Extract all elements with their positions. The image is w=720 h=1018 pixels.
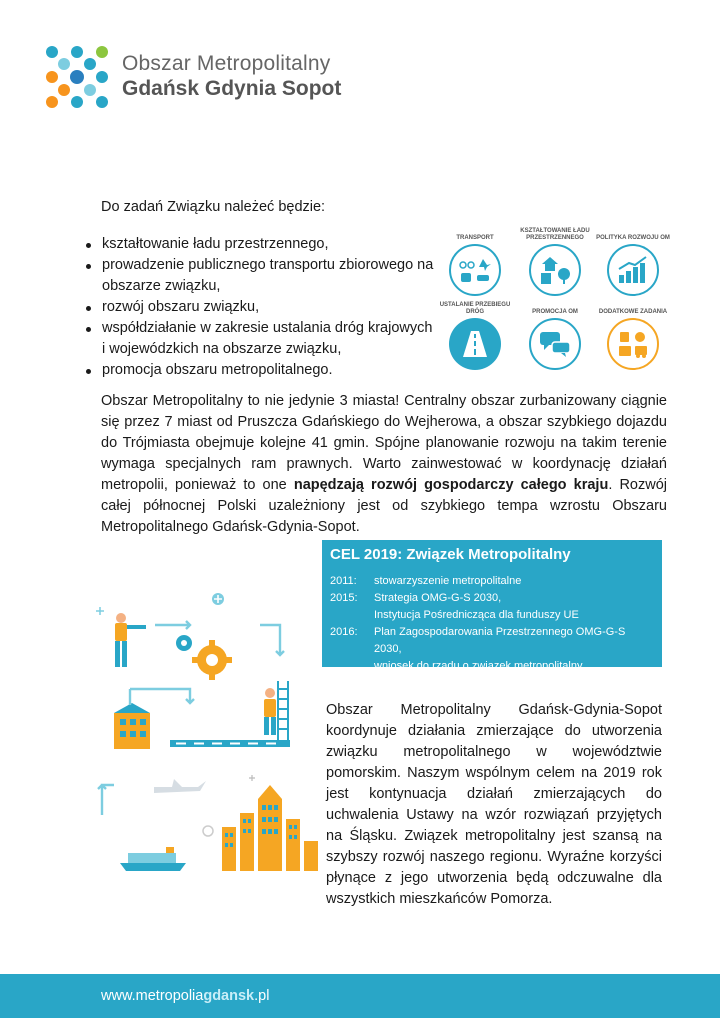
footer-bar <box>0 974 720 1018</box>
transport-icon <box>449 244 501 296</box>
url-part: .pl <box>254 988 270 1004</box>
para1-text-end: . Rozwój całej północnej Polski uzależniony jest od szybkiego tempa wzrostu Obszaru Metropolitalnego Gdańsk-Gdynia-Sopot. <box>101 477 667 535</box>
timeline-continuation: wniosek do rządu o związek metropolitalny <box>374 660 583 672</box>
task-label: TRANSPORT <box>456 235 494 241</box>
city-development-illustration <box>90 585 320 885</box>
timeline-year: 2011: <box>330 575 357 587</box>
coordination-paragraph: Obszar Metropolitalny Gdańsk-Gdynia-Sopot koordynuje działania zmierzające do utworzenia związku metropolitalnego w województwie pomorskim. Naszym wspólnym celem na 2019 rok jest kontynuacja działań zmierzających do uchwalenia Ustawy na wzór rozwiązań przyjętych na Śląsku. Związek metropolitalny jest szansą na szybszy rozwój naszego regionu. Wyraźne korzyści płynące z jego utworzenia będą odczuwalne dla wszystkich mieszkańców Pomorza. <box>326 702 662 907</box>
intro-text: Do zadań Związku należeć będzie: <box>101 199 326 215</box>
task-spatial <box>516 226 594 296</box>
road-icon <box>449 318 501 370</box>
task-roads <box>436 300 514 370</box>
task-transport <box>436 226 514 296</box>
para1-bold: napędzają rozwój gospodarczy całego kraju <box>293 477 609 493</box>
timeline-row <box>330 573 654 590</box>
metropolitan-area-paragraph <box>101 391 667 538</box>
timeline-year: 2015: <box>330 592 358 604</box>
task-label: DODATKOWE ZADANIA <box>598 309 668 315</box>
tasks-infographic <box>426 226 676 376</box>
timeline-text: Strategia OMG-G-S 2030, <box>374 592 502 604</box>
growth-chart-icon <box>607 244 659 296</box>
url-part-bold: gdansk <box>203 988 255 1004</box>
timeline-year: 2016: <box>330 626 358 638</box>
website-link[interactable] <box>101 988 269 1004</box>
task-label: USTALANIE PRZEBIEGU DRÓG <box>439 302 511 315</box>
timeline-text: stowarzyszenie metropolitalne <box>374 575 522 587</box>
timeline-row <box>330 590 654 607</box>
timeline-row <box>330 624 654 658</box>
list-item: współdziałanie w zakresie ustalania dróg krajowych i wojewódzkich na obszarze związku, <box>78 318 438 360</box>
omggs-logo <box>42 42 112 112</box>
list-item: prowadzenie publicznego transportu zbiorowego na obszarze związku, <box>78 255 438 297</box>
task-label: KSZTAŁTOWANIE ŁADU PRZESTRZENNEGO <box>520 228 590 241</box>
list-item: promocja obszaru metropolitalnego. <box>78 360 438 381</box>
task-label: PROMOCJA OM <box>532 309 578 315</box>
list-item: kształtowanie ładu przestrzennego, <box>78 234 438 255</box>
extra-tasks-icon <box>607 318 659 370</box>
timeline-text: Plan Zagospodarowania Przestrzennego OMG-G-S 2030, <box>374 626 626 655</box>
task-promotion <box>516 300 594 370</box>
city-icon <box>529 244 581 296</box>
timeline-continuation: Instytucja Pośrednicząca dla funduszy UE <box>374 609 579 621</box>
task-label: POLITYKA ROZWOJU OM <box>596 235 670 241</box>
task-additional <box>594 300 672 370</box>
brand-name <box>122 52 341 100</box>
speech-bubbles-icon <box>529 318 581 370</box>
brand-line-2: Gdańsk Gdynia Sopot <box>122 77 342 101</box>
para1-text: Obszar Metropolitalny to nie jedynie 3 miasta! Centralny obszar zurbanizowany ciągnie się przez 7 miast od Pruszcza Gdańskiego do Wejherowa, a obszar szybkiego dojazdu do Trójmiasta obejmuje kolejne 41 gmin. Spójne planowanie rozwoju na takim terenie wymaga specjalnych ram prawnych. Warto zainwestować w koordynację działań metropolii, ponieważ to one <box>101 393 667 493</box>
list-item: rozwój obszaru związku, <box>78 297 438 318</box>
task-development <box>594 226 672 296</box>
goal-2019-box <box>322 540 662 672</box>
task-list <box>78 234 438 381</box>
url-part: www.metropolia <box>101 988 204 1004</box>
brand-line-1: Obszar Metropolitalny <box>122 52 331 75</box>
goal-title: CEL 2019: Związek Metropolitalny <box>330 546 571 563</box>
